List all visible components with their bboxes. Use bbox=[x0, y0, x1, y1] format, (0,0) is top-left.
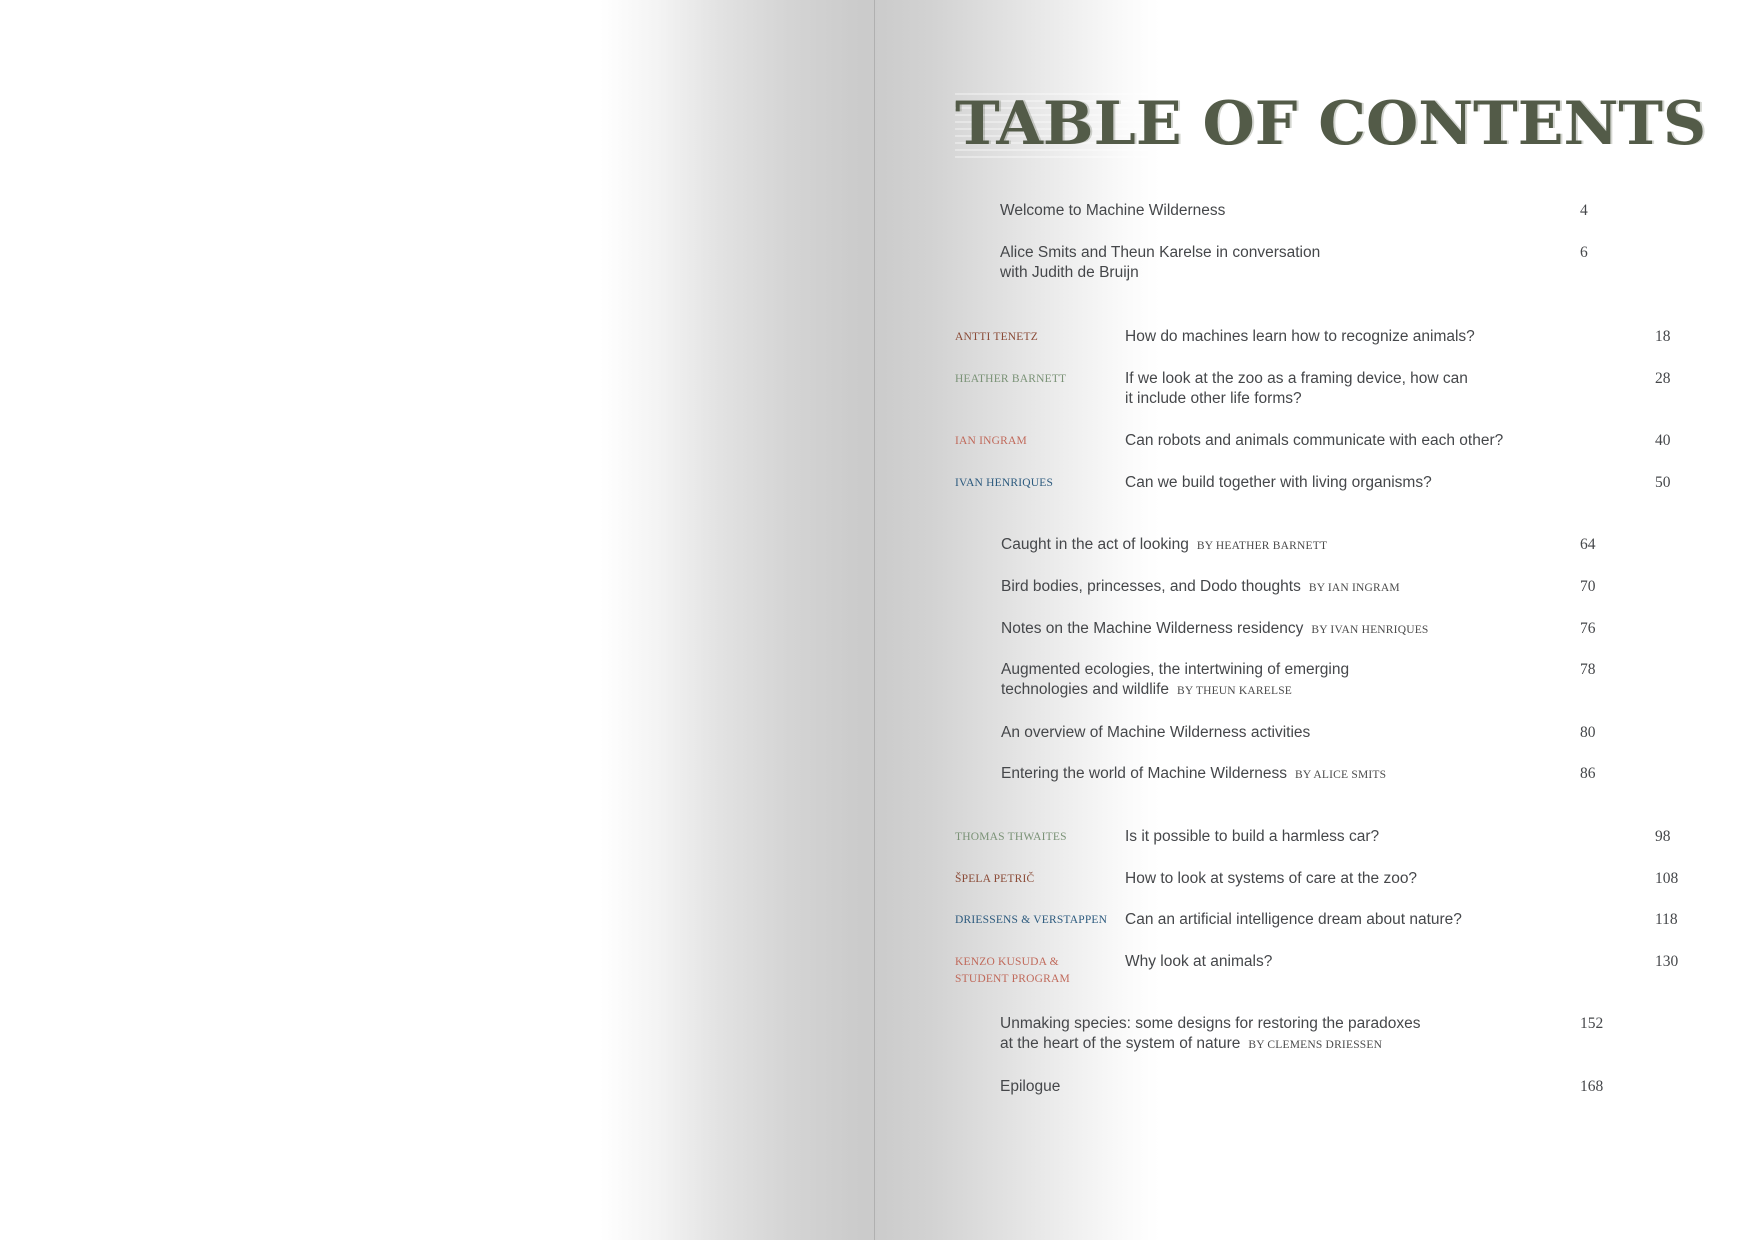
right-page bbox=[875, 0, 1748, 1240]
author-name bbox=[955, 912, 1107, 929]
entry-title bbox=[1125, 369, 1468, 409]
author-name bbox=[955, 475, 1053, 492]
author-name bbox=[955, 433, 1027, 450]
entry-title bbox=[1000, 1077, 1060, 1097]
page-number: 6 bbox=[1580, 244, 1588, 261]
entry-title bbox=[1125, 910, 1462, 930]
page-number: 4 bbox=[1580, 202, 1588, 219]
page-number: 168 bbox=[1580, 1078, 1604, 1095]
entry-title-line: Can an artificial intelligence dream about nature? bbox=[1125, 911, 1462, 928]
page-number: 76 bbox=[1580, 620, 1596, 637]
page-number: 50 bbox=[1655, 474, 1671, 491]
entry-title-line: Why look at animals? bbox=[1125, 953, 1273, 970]
entry-title-line: If we look at the zoo as a framing device, how can bbox=[1125, 370, 1468, 387]
page-number: 152 bbox=[1580, 1015, 1604, 1032]
entry-title bbox=[1001, 577, 1400, 598]
author-name-line: ANTTI TENETZ bbox=[955, 331, 1038, 343]
entry-title bbox=[1001, 764, 1386, 785]
entry-title-line: How do machines learn how to recognize animals? bbox=[1125, 328, 1475, 345]
page-number: 18 bbox=[1655, 328, 1671, 345]
entry-title bbox=[1000, 201, 1225, 221]
entry-byline: BY IVAN HENRIQUES bbox=[1311, 624, 1429, 636]
author-name bbox=[955, 371, 1066, 388]
entry-title bbox=[1001, 660, 1349, 701]
entry-title bbox=[1001, 535, 1327, 556]
entry-title-line: Caught in the act of looking BY HEATHER BARNETT bbox=[1001, 536, 1328, 553]
entry-title bbox=[1125, 327, 1475, 347]
entry-title-line: with Judith de Bruijn bbox=[1000, 264, 1139, 281]
page-number: 78 bbox=[1580, 661, 1596, 678]
entry-title-line: An overview of Machine Wilderness activities bbox=[1001, 724, 1311, 741]
page-number: 40 bbox=[1655, 432, 1671, 449]
entry-title-line: at the heart of the system of nature BY CLEMENS DRIESSEN bbox=[1000, 1035, 1383, 1052]
entry-title bbox=[1125, 952, 1272, 972]
author-name-line: IAN INGRAM bbox=[955, 435, 1027, 447]
entry-title-line: Welcome to Machine Wilderness bbox=[1000, 202, 1226, 219]
author-name-line: DRIESSENS & VERSTAPPEN bbox=[955, 914, 1108, 926]
page-number: 118 bbox=[1655, 911, 1678, 928]
entry-title bbox=[1001, 723, 1310, 743]
entry-title-line: Entering the world of Machine Wilderness BY ALICE SMITS bbox=[1001, 765, 1387, 782]
page-number: 80 bbox=[1580, 724, 1596, 741]
entry-title bbox=[1000, 1014, 1420, 1055]
author-name-line: STUDENT PROGRAM bbox=[955, 973, 1070, 985]
entry-title-line: Bird bodies, princesses, and Dodo thoughts BY IAN INGRAM bbox=[1001, 578, 1400, 595]
entry-title-line: Augmented ecologies, the intertwining of emerging bbox=[1001, 661, 1350, 678]
entry-title-line: Can robots and animals communicate with each other? bbox=[1125, 432, 1504, 449]
entry-byline: BY CLEMENS DRIESSEN bbox=[1248, 1039, 1383, 1051]
entry-title-line: Alice Smits and Theun Karelse in conversation bbox=[1000, 244, 1321, 261]
author-name-line: HEATHER BARNETT bbox=[955, 373, 1067, 385]
author-name-line: THOMAS THWAITES bbox=[955, 831, 1067, 843]
author-name bbox=[955, 954, 1070, 988]
page-number: 98 bbox=[1655, 828, 1671, 845]
entry-title bbox=[1001, 619, 1429, 640]
entry-byline: BY HEATHER BARNETT bbox=[1196, 540, 1328, 552]
author-name-line: KENZO KUSUDA & bbox=[955, 956, 1059, 968]
author-name-line: ŠPELA PETRIČ bbox=[955, 873, 1035, 885]
entry-title bbox=[1125, 473, 1432, 493]
entry-title-line: technologies and wildlife BY THEUN KARELSE bbox=[1001, 681, 1293, 698]
author-name-line: IVAN HENRIQUES bbox=[955, 477, 1054, 489]
entry-title-line: Unmaking species: some designs for restoring the paradoxes bbox=[1000, 1015, 1421, 1032]
page-number: 28 bbox=[1655, 370, 1671, 387]
entry-title-line: Can we build together with living organisms? bbox=[1125, 474, 1432, 491]
entry-title-line: Epilogue bbox=[1000, 1078, 1061, 1095]
entry-title-line: Notes on the Machine Wilderness residency BY IVAN HENRIQUES bbox=[1001, 620, 1429, 637]
page-title: TABLE OF CONTENTS bbox=[955, 89, 1707, 159]
page-number: 86 bbox=[1580, 765, 1596, 782]
page-number: 130 bbox=[1655, 953, 1679, 970]
entry-title bbox=[1125, 827, 1379, 847]
entry-title bbox=[1000, 243, 1320, 283]
entry-title-line: Is it possible to build a harmless car? bbox=[1125, 828, 1380, 845]
page-number: 70 bbox=[1580, 578, 1596, 595]
entry-byline: BY IAN INGRAM bbox=[1308, 582, 1400, 594]
entry-title bbox=[1125, 869, 1417, 889]
entry-title-line: How to look at systems of care at the zoo? bbox=[1125, 870, 1418, 887]
page-number: 64 bbox=[1580, 536, 1596, 553]
entry-byline: BY ALICE SMITS bbox=[1295, 769, 1387, 781]
author-name bbox=[955, 829, 1067, 846]
author-name bbox=[955, 329, 1038, 346]
page-number: 108 bbox=[1655, 870, 1679, 887]
author-name bbox=[955, 871, 1034, 888]
entry-title-line: it include other life forms? bbox=[1125, 390, 1302, 407]
entry-byline: BY THEUN KARELSE bbox=[1177, 685, 1293, 697]
entry-title bbox=[1125, 431, 1503, 451]
